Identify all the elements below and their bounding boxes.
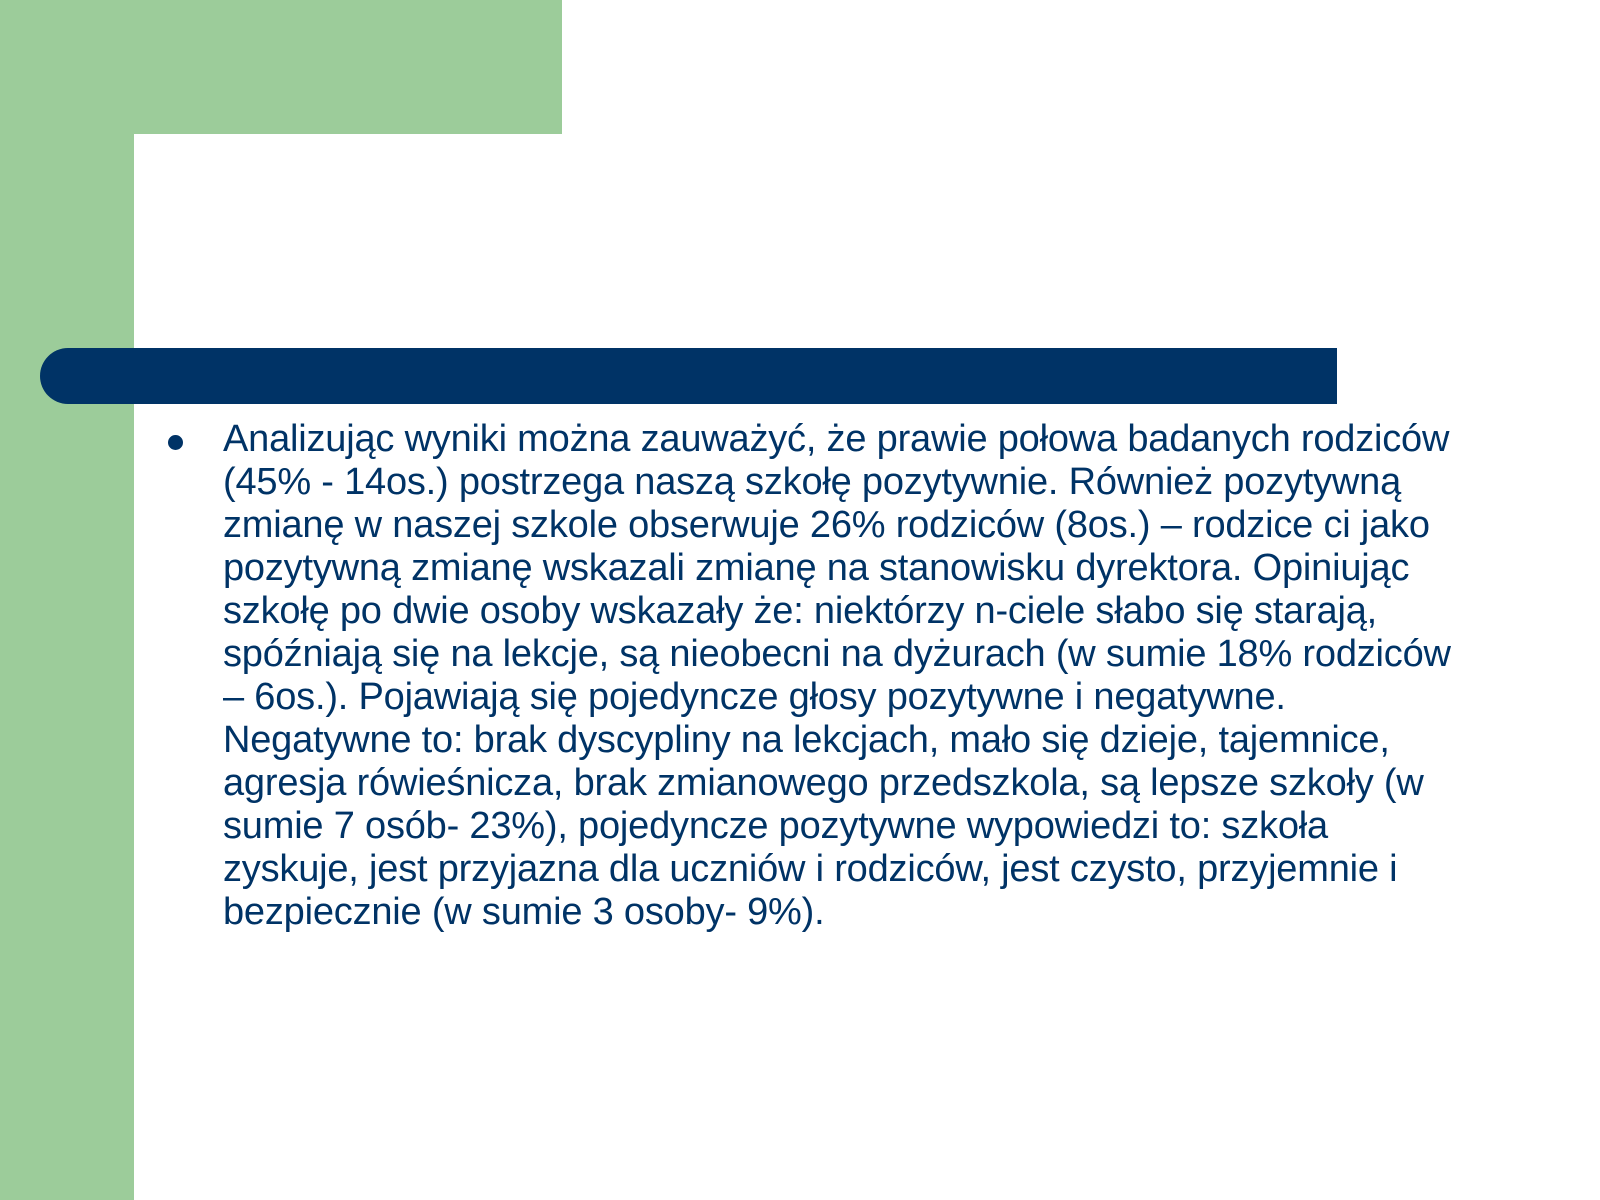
bullet-dot-icon bbox=[168, 435, 183, 450]
bullet-item bbox=[165, 418, 1465, 934]
title-bar bbox=[40, 348, 1337, 404]
bullet-text: Analizując wyniki można zauważyć, że prawie połowa badanych rodziców (45% - 14os.) postrzega naszą szkołę pozytywnie. Również pozytywną zmianę w naszej szkole obserwuje 26% rodziców (8os.) – rodzice ci jako pozytywną zmianę wskazali zmianę na stanowisku dyrektora. Opiniując szkołę po dwie osoby wskazały że: niektórzy n-ciele słabo się starają, spóźniają się na lekcje, są nieobecni na dyżurach (w sumie 18% rodziców – 6os.). Pojawiają się pojedyncze głosy pozytywne i negatywne. Negatywne to: brak dyscypliny na lekcjach, mało się dzieje, tajemnice, agresja rówieśnicza, brak zmianowego przedszkola, są lepsze szkoły (w sumie 7 osób- 23%), pojedyncze pozytywne wypowiedzi to: szkoła zyskuje, jest przyjazna dla uczniów i rodziców, jest czysto, przyjemnie i bezpiecznie (w sumie 3 osoby- 9%). bbox=[223, 418, 1451, 933]
slide-content bbox=[165, 418, 1465, 934]
green-accent-left bbox=[0, 0, 134, 1200]
rounded-corner-decoration bbox=[134, 134, 274, 274]
